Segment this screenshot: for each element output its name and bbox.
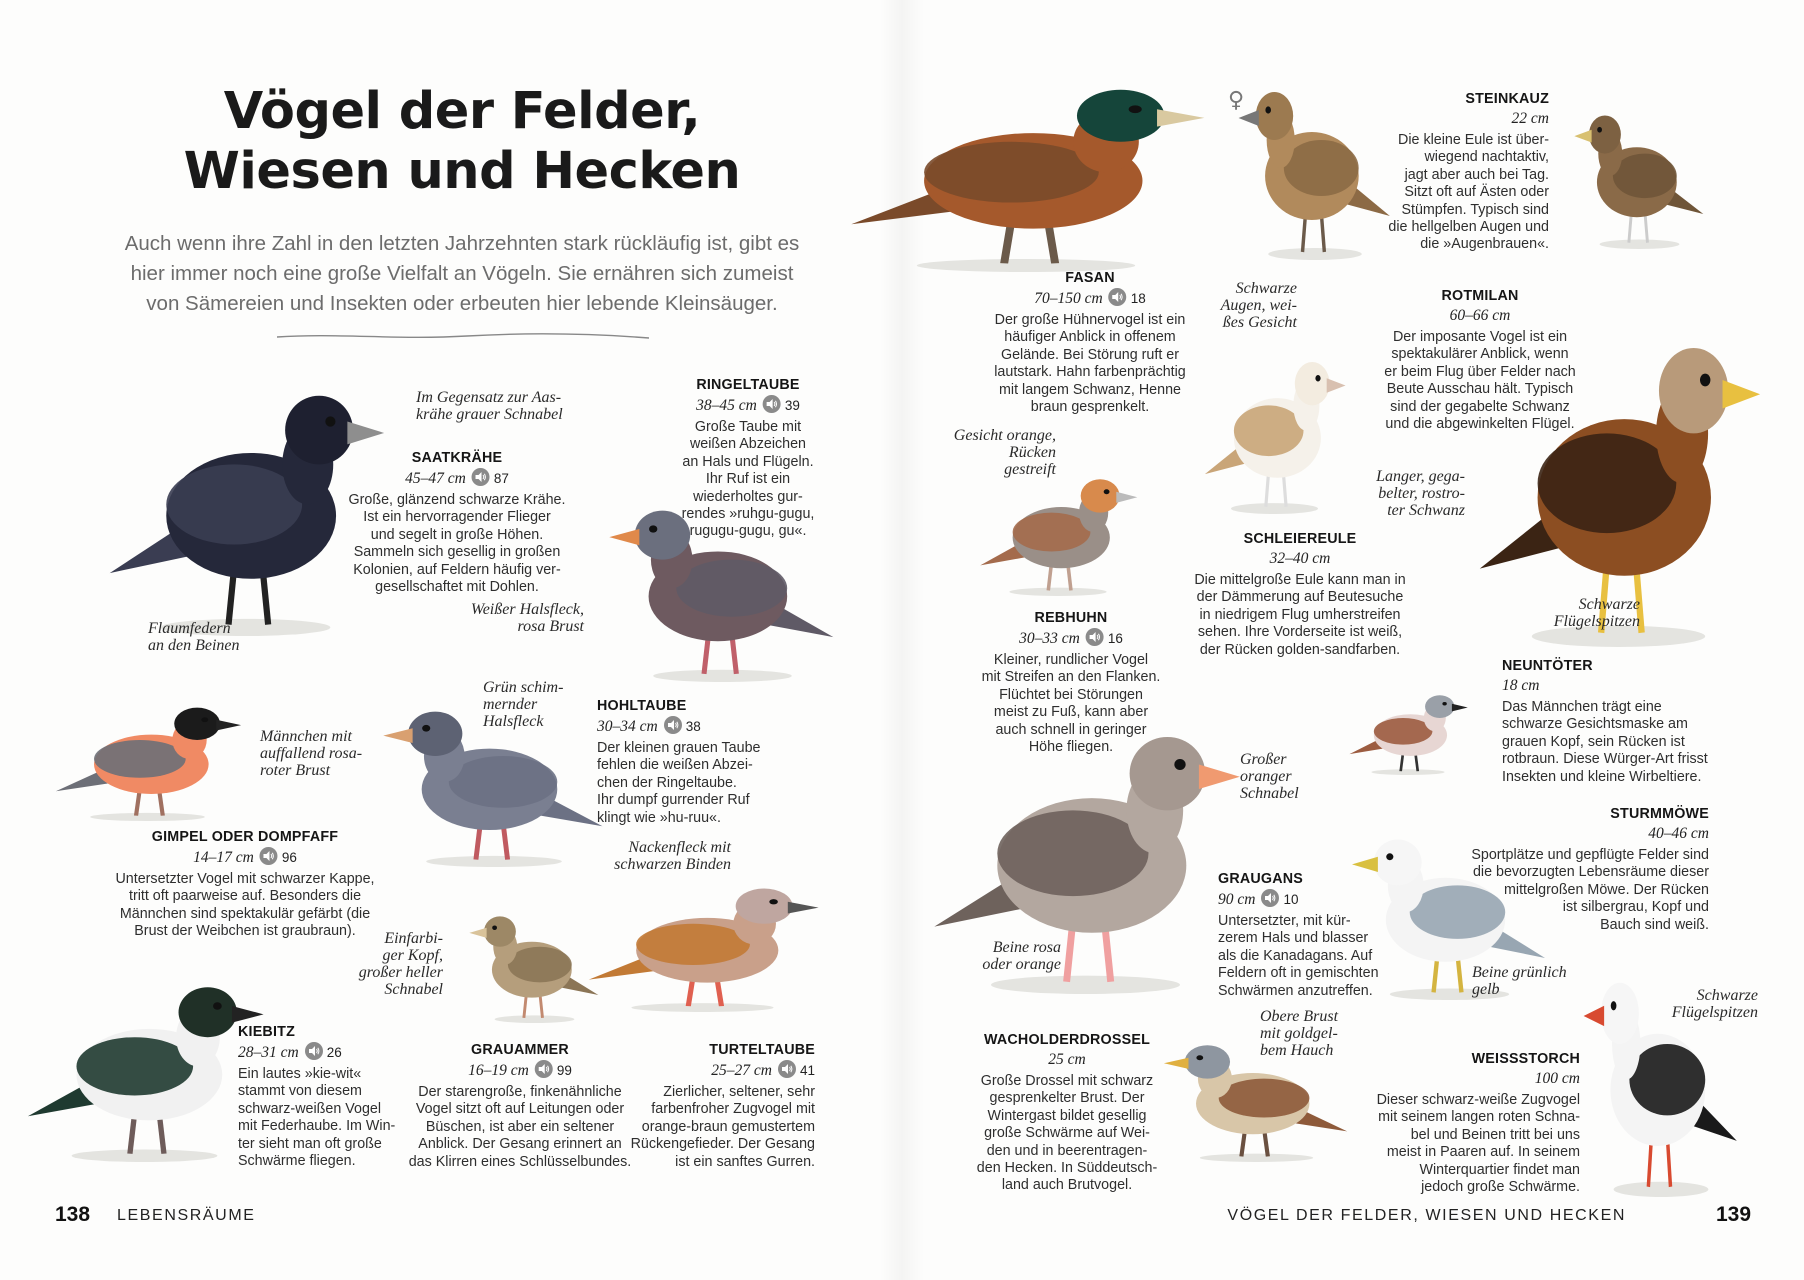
- species-name: HOHLTAUBE: [597, 698, 687, 714]
- species-entry-saatkraehe: [349, 449, 566, 596]
- left-page-number: 138: [55, 1203, 91, 1226]
- species-entry-turteltaube: [631, 1041, 815, 1171]
- annotation-sturmmoewe-legs: Beine grünlich gelb: [1472, 964, 1567, 998]
- species-name: REBHUHN: [1034, 610, 1108, 626]
- species-size: 38–45 cm: [696, 397, 757, 414]
- annotation-hohltaube-neck: Grün schim- mernder Halsfleck: [483, 679, 564, 730]
- audio-speaker-icon[interactable]: [260, 847, 278, 865]
- species-name: STEINKAUZ: [1465, 91, 1549, 107]
- species-description: Der kleinen grauen Taube fehlen die weißen Abzei- chen der Ringeltaube. Ihr dumpf gurrender Ruf klingt wie »hu-ruu«.: [597, 740, 761, 826]
- audio-track-number: 99: [556, 1063, 572, 1078]
- bird-image-weissstorch: [1582, 942, 1740, 1197]
- species-entry-hohltaube: [597, 697, 760, 827]
- species-meta: [1388, 109, 1549, 129]
- species-entry-neuntoeter: [1502, 657, 1708, 786]
- annotation-rotmilan-tail: Langer, gega- belter, rostro- ter Schwanz: [1376, 468, 1465, 519]
- species-name: TURTELTAUBE: [709, 1042, 815, 1058]
- species-name: GRAUGANS: [1218, 871, 1304, 887]
- species-name: ROTMILAN: [1441, 288, 1519, 304]
- species-meta: [982, 628, 1161, 649]
- species-description: Der imposante Vogel ist ein spektakulärer Anblick, wenn er beim Flug über Felder nach Beute Ausschau hält. Typisch sind der gegabelte Schwanz und die abgewinkelten Flügel.: [1384, 329, 1576, 433]
- bird-image-gimpel: [52, 686, 243, 821]
- audio-speaker-icon[interactable]: [305, 1042, 323, 1060]
- species-description: Kleiner, rundlicher Vogel mit Streifen an den Flanken. Flüchtet bei Störungen meist zu Fuß, kann aber auch schnell in geringer Höhe fliegen.: [981, 652, 1161, 756]
- species-meta: [1218, 889, 1379, 910]
- species-entry-wacholderdrossel: [977, 1031, 1157, 1195]
- species-size: 14–17 cm: [193, 849, 254, 866]
- audio-track-number: 26: [326, 1045, 342, 1060]
- species-name: GRAUAMMER: [471, 1042, 569, 1058]
- female-symbol: ♀: [1228, 88, 1245, 113]
- species-size: 60–66 cm: [1449, 307, 1511, 324]
- species-size: 30–34 cm: [597, 718, 658, 735]
- species-name: STURMMÖWE: [1610, 806, 1709, 822]
- audio-track-number: 39: [784, 398, 800, 413]
- species-meta: [1502, 676, 1708, 696]
- annotation-gimpel-breast: Männchen mit auffallend rosa- roter Brust: [260, 728, 363, 779]
- species-description: Große Taube mit weißen Abzeichen an Hals und Flügeln. Ihr Ruf ist ein wiederholtes gur- rendes »ruhgu-gugu, rugugu-gugu, gu«.: [681, 419, 815, 540]
- audio-track-number: 41: [799, 1063, 815, 1078]
- species-entry-graugans: [1218, 870, 1379, 1000]
- annotation-grauammer-head: Einfarbi- ger Kopf, großer heller Schnabel: [358, 930, 443, 998]
- species-description: Der große Hühnervogel ist ein häufiger Anblick in offenem Gelände. Bei Störung ruft er lautstark. Hahn farbenprächtig mit langem Schwanz, Henne braun gesprenkelt.: [994, 312, 1186, 416]
- page-title: [184, 82, 741, 202]
- species-meta: [1194, 549, 1405, 569]
- annotation-ringeltaube-neck: Weißer Halsfleck, rosa Brust: [470, 601, 584, 635]
- species-name: GIMPEL ODER DOMPFAFF: [151, 829, 339, 845]
- annotation-weissstorch-wings: Schwarze Flügelspitzen: [1671, 987, 1758, 1021]
- species-description: Ein lautes »kie-wit« stammt von diesem schwarz-weißen Vogel mit Federhaube. Im Win- ter sieht man oft große Schwärme fliegen.: [238, 1066, 396, 1170]
- annotation-graugans-beak: Großer oranger Schnabel: [1240, 751, 1299, 802]
- species-size: 16–19 cm: [468, 1062, 529, 1079]
- page-title-line-2: Wiesen und Hecken: [183, 142, 741, 201]
- audio-speaker-icon[interactable]: [664, 716, 682, 734]
- species-name: KIEBITZ: [238, 1024, 295, 1040]
- species-size: 25 cm: [1048, 1051, 1086, 1068]
- annotation-rebhuhn-face: Gesicht orange, Rücken gestreift: [953, 427, 1056, 478]
- audio-speaker-icon[interactable]: [472, 468, 490, 486]
- bird-image-grauammer: [468, 896, 601, 1023]
- species-size: 90 cm: [1218, 891, 1256, 908]
- species-name: SAATKRÄHE: [411, 450, 503, 466]
- species-size: 32–40 cm: [1269, 550, 1331, 567]
- decorative-divider-line: [277, 330, 649, 344]
- annotation-saatkraehe-beak: Im Gegensatz zur Aas- krähe grauer Schnabel: [416, 389, 563, 423]
- audio-track-number: 87: [493, 471, 509, 486]
- species-meta: [409, 1060, 632, 1081]
- species-description: Untersetzter Vogel mit schwarzer Kappe, tritt oft paarweise auf. Besonders die Männchen sind spektakulär gefärbt (die Brust der Weibchen ist graubraun).: [115, 871, 375, 940]
- species-name: WACHOLDERDROSSEL: [983, 1032, 1151, 1048]
- species-meta: [238, 1042, 395, 1063]
- species-name: FASAN: [1065, 270, 1115, 286]
- species-size: 45–47 cm: [405, 470, 466, 487]
- species-entry-fasan: [994, 269, 1186, 416]
- audio-speaker-icon[interactable]: [763, 395, 781, 413]
- audio-track-number: 38: [685, 719, 701, 734]
- species-meta: [1471, 824, 1709, 844]
- bird-image-turteltaube: [584, 865, 821, 1012]
- annotation-schleiereule-face: Schwarze Augen, wei- ßes Gesicht: [1220, 280, 1297, 331]
- species-entry-schleiereule: [1194, 530, 1405, 659]
- audio-track-number: 96: [281, 850, 297, 865]
- species-meta: [1384, 306, 1576, 326]
- species-entry-steinkauz: [1388, 90, 1549, 254]
- species-meta: [115, 847, 374, 868]
- species-meta: [1377, 1069, 1580, 1089]
- right-page-number: 139: [1716, 1203, 1752, 1226]
- species-description: Der starengroße, finkenähnliche Vogel sitzt oft auf Leitungen oder Büschen, ist aber ein seltener Anblick. Der Gesang erinnert an das Klirren eines Schlüsselbundes.: [408, 1084, 632, 1170]
- bird-image-fasan: [844, 55, 1208, 272]
- species-meta: [977, 1050, 1157, 1070]
- species-size: 40–46 cm: [1648, 825, 1709, 842]
- species-description: Die kleine Eule ist über- wiegend nachtaktiv, jagt aber auch bei Tag. Sitzt oft auf Ästen oder Stümpfen. Typisch sind die hellgelben Augen und die »Augenbrauen«.: [1388, 132, 1549, 253]
- species-size: 30–33 cm: [1019, 630, 1080, 647]
- intro-paragraph: Auch wenn ihre Zahl in den letzten Jahrzehnten stark rückläufig ist, gibt es hier immer noch eine große Vielfalt an Vögeln. Sie ernähren sich zumeist von Sämereien und Insekten oder erbeuten hier lebende Kleinsäuger.: [124, 232, 800, 315]
- species-entry-gimpel: [115, 828, 374, 941]
- species-entry-weissstorch: [1377, 1050, 1580, 1196]
- species-description: Dieser schwarz-weiße Zugvogel mit seinem langen roten Schna- bel und Beinen tritt bei uns meist in Paaren auf. In seinem Winterquartier findet man jedoch große Schwärme.: [1376, 1092, 1580, 1196]
- species-entry-ringeltaube: [682, 376, 815, 541]
- species-entry-rotmilan: [1384, 287, 1576, 433]
- audio-speaker-icon[interactable]: [1109, 288, 1127, 306]
- bird-image-fasan_henne: [1237, 60, 1393, 260]
- annotation-wacholderdrossel-breast: Obere Brust mit goldgel- bem Hauch: [1260, 1008, 1339, 1059]
- species-meta: [349, 468, 566, 489]
- species-entry-sturmmoewe: [1471, 805, 1709, 934]
- species-size: 70–150 cm: [1034, 290, 1103, 307]
- right-section-title: VÖGEL DER FELDER, WIESEN UND HECKEN: [1227, 1207, 1626, 1224]
- bird-image-steinkauz: [1573, 90, 1706, 249]
- bird-image-schleiereule: [1202, 333, 1347, 514]
- species-name: WEISSSTORCH: [1471, 1051, 1580, 1067]
- species-size: 22 cm: [1511, 110, 1549, 127]
- species-meta: [994, 288, 1186, 309]
- species-size: 28–31 cm: [238, 1044, 299, 1061]
- species-description: Zierlicher, seltener, sehr farbenfroher Zugvogel mit orange-braun gemustertem Rückengefieder. Der Gesang ist ein sanftes Gurren.: [630, 1084, 815, 1170]
- species-description: Untersetzter, mit kür- zerem Hals und blasser als die Kanadagans. Auf Feldern oft in gemischten Schwärmen anzutreffen.: [1218, 913, 1379, 999]
- bird-image-kiebitz: [23, 954, 266, 1162]
- annotation-rotmilan-wings: Schwarze Flügelspitzen: [1553, 596, 1640, 630]
- species-size: 25–27 cm: [711, 1062, 772, 1079]
- left-section-title: LEBENSRÄUME: [117, 1207, 256, 1224]
- bird-image-neuntoeter: [1347, 680, 1469, 775]
- species-description: Große, glänzend schwarze Krähe. Ist ein hervorragender Flieger und segelt in große Höhen. Sammeln sich gesellig in großen Kolonien, auf Feldern häufig ver- gesellschaftet mit Dohlen.: [348, 492, 566, 596]
- audio-track-number: 16: [1107, 631, 1123, 646]
- species-entry-kiebitz: [238, 1023, 395, 1170]
- species-description: Sportplätze und gepflügte Felder sind die bevorzugten Lebensräume dieser mittelgroßen Möwe. Der Rücken ist silbergrau, Kopf und Bauch sind weiß.: [1471, 847, 1709, 933]
- species-meta: [682, 395, 815, 416]
- species-size: 18 cm: [1502, 677, 1540, 694]
- annotation-saatkraehe-legs: Flaumfedern an den Beinen: [148, 620, 240, 654]
- audio-speaker-icon[interactable]: [1261, 889, 1279, 907]
- audio-track-number: 18: [1130, 291, 1146, 306]
- page-title-line-1: Vögel der Felder,: [223, 82, 701, 141]
- species-name: NEUNTÖTER: [1502, 658, 1593, 674]
- species-meta: [631, 1060, 815, 1081]
- species-description: Das Männchen trägt eine schwarze Gesichtsmaske am grauen Kopf, sein Rücken ist rotbraun. Diese Würger-Art frisst Insekten und kleine Wirbeltiere.: [1502, 699, 1708, 785]
- species-name: RINGELTAUBE: [696, 377, 800, 393]
- species-entry-rebhuhn: [982, 609, 1161, 756]
- annotation-turteltaube-neck: Nackenfleck mit schwarzen Binden: [614, 839, 731, 873]
- species-meta: [597, 716, 760, 737]
- audio-track-number: 10: [1283, 892, 1299, 907]
- audio-speaker-icon[interactable]: [535, 1060, 553, 1078]
- species-name: SCHLEIEREULE: [1243, 531, 1357, 547]
- annotation-graugans-legs: Beine rosa oder orange: [982, 939, 1061, 973]
- species-size: 100 cm: [1534, 1070, 1580, 1087]
- audio-speaker-icon[interactable]: [778, 1060, 796, 1078]
- species-entry-grauammer: [409, 1041, 632, 1171]
- species-description: Große Drossel mit schwarz gesprenkelter Brust. Der Wintergast bildet gesellig große Schwärme auf Wei- den und in beerentragen- den Hecken. In Süddeutsch- land auch Brutvogel.: [976, 1073, 1158, 1194]
- species-description: Die mittelgroße Eule kann man in der Dämmerung auf Beutesuche in niedrigem Flug umherstreifen sehen. Ihre Vorderseite ist weiß, der Rücken golden-sandfarben.: [1194, 572, 1406, 658]
- audio-speaker-icon[interactable]: [1086, 628, 1104, 646]
- bird-image-saatkraehe: [104, 350, 387, 636]
